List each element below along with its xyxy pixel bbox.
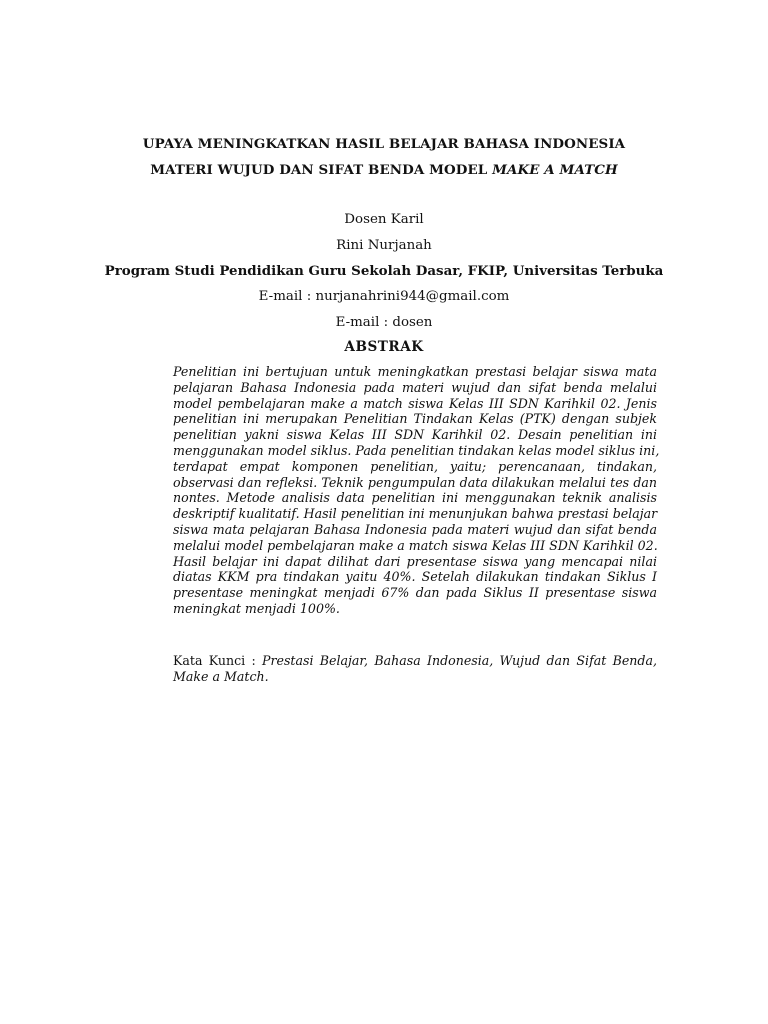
abstract-line: menggunakan model siklus. Pada penelitian tindakan kelas model siklus ini, [173,442,660,458]
keywords [173,653,657,685]
abstract-line: Penelitian ini bertujuan untuk meningkatkan prestasi belajar siswa mata [173,364,657,379]
abstract-line: siswa mata pelajaran Bahasa Indonesia pada materi wujud dan sifat benda [173,521,657,537]
abstract-line: presentase meningkat menjadi 67% dan pada Siklus II presentase siswa [173,585,657,601]
title-line-2-italic: MAKE A MATCH [492,162,618,178]
abstract-line: observasi dan refleksi. Teknik pengumpulan data dilakukan melalui tes dan [173,474,657,490]
paper-title [120,131,648,183]
abstract-line: meningkat menjadi 100%. [173,600,340,616]
author-email: E-mail : nurjanahrini944@gmail.com [258,289,510,304]
abstract-line: penelitian ini merupakan Penelitian Tindakan Kelas (PTK) dengan subjek [173,411,657,427]
abstract-line: diatas KKM pra tindakan yaitu 40%. Setelah dilakukan tindakan Siklus I [173,569,657,585]
abstract-line: model pembelajaran make a match siswa Kelas III SDN Karihkil 02. Jenis [173,395,657,411]
abstract-line: penelitian yakni siswa Kelas III SDN Karihkil 02. Desain penelitian ini [173,427,657,443]
abstract-body [173,364,660,617]
title-line-1: UPAYA MENINGKATKAN HASIL BELAJAR BAHASA INDONESIA [142,136,626,152]
abstract-line: Hasil belajar ini dapat dilihat dari presentase siswa yang mencapai nilai [173,553,657,569]
title-line-2-plain: MATERI WUJUD DAN SIFAT BENDA MODEL [150,162,493,178]
abstract-line: melalui model pembelajaran make a match siswa Kelas III SDN Karihkil 02. [173,537,658,553]
abstract-heading: ABSTRAK [344,339,424,355]
keywords-line-1 [173,653,657,669]
keywords-terms-1: Prestasi Belajar, Bahasa Indonesia, Wujud dan Sifat Benda, [262,653,657,668]
abstract-line: pelajaran Bahasa Indonesia pada materi wujud dan sifat benda melalui [173,379,657,395]
abstract-line: nontes. Metode analisis data penelitian ini menggunakan teknik analisis [173,490,657,506]
abstract-line: terdapat empat komponen penelitian, yaitu; perencanaan, tindakan, [173,458,657,474]
author-affiliation: Program Studi Pendidikan Guru Sekolah Dasar, FKIP, Universitas Terbuka [104,263,664,279]
abstract-line: deskriptif kualitatif. Hasil penelitian ini menunjukan bahwa prestasi belajar [173,506,658,522]
author-name: Rini Nurjanah [336,238,432,253]
document-type: Dosen Karil [344,212,424,227]
supervisor-email: E-mail : dosen [335,315,433,330]
keywords-label: Kata Kunci : [173,653,263,668]
keywords-terms-2: Make a Match. [173,669,269,684]
keywords-line-2 [173,669,657,685]
title-line-2 [120,157,648,183]
